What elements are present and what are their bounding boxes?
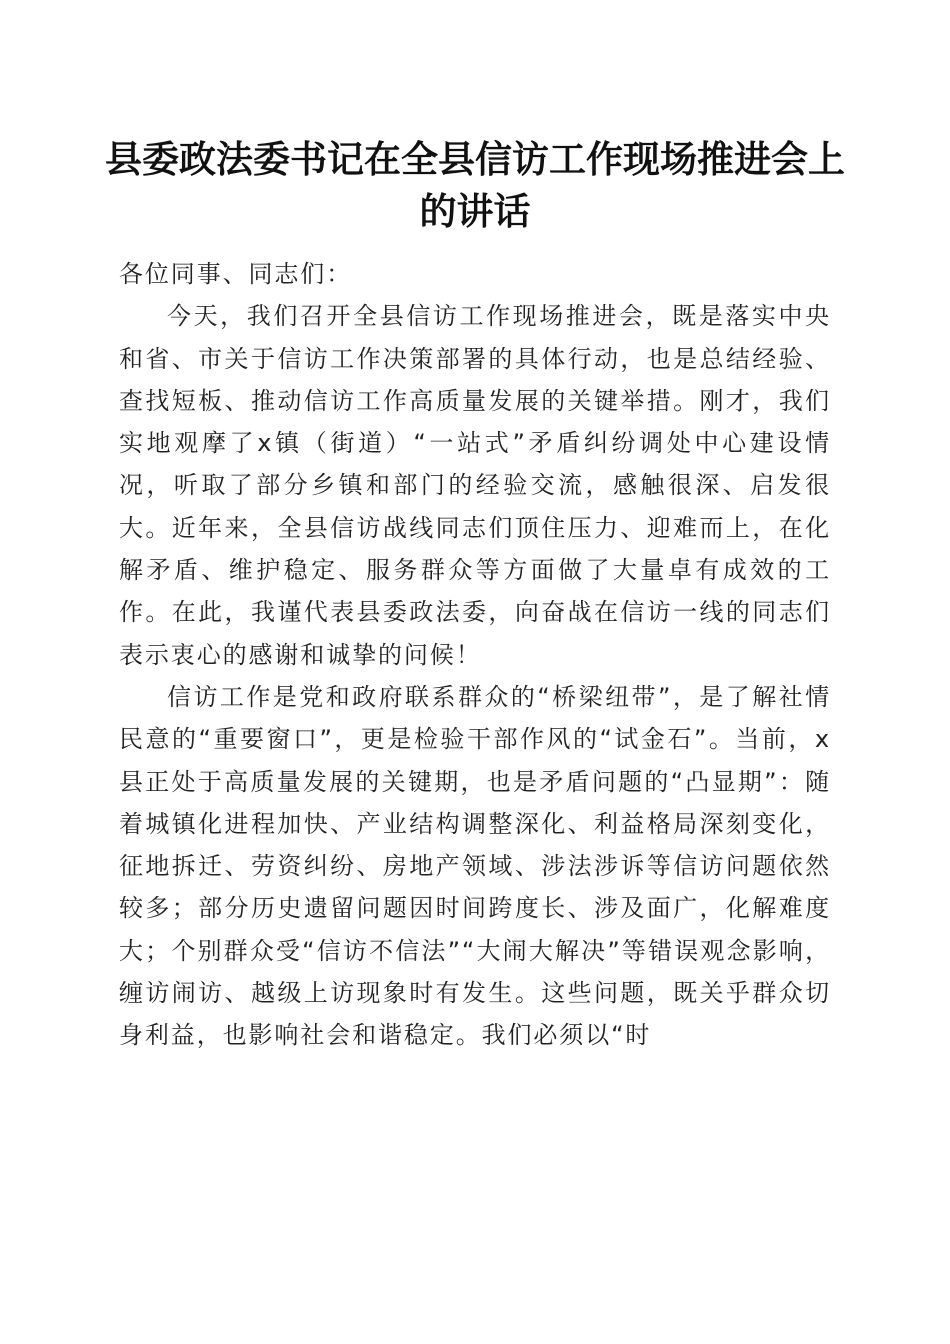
salutation: 各位同事、同志们： xyxy=(119,260,353,288)
document-body xyxy=(119,253,831,1057)
paragraph-situation: 信访工作是党和政府联系群众的“桥梁纽带”，是了解社情民意的“重要窗口”，更是检验干部作风的“试金石”。当前，x县正处于高质量发展的关键期，也是矛盾问题的“凸显期”：随着城镇化进程加快、产业结构调整深化、利益格局深刻变化，征地拆迁、劳资纠纷、房地产领域、涉法涉诉等信访问题依然较多；部分历史遗留问题因时间跨度长、涉及面广，化解难度大；个别群众受“信访不信法”“大闹大解决”等错误观念影响，缠访闹访、越级上访现象时有发生。这些问题，既关乎群众切身利益，也影响社会和谐稳定。我们必须以“时 xyxy=(119,682,831,1050)
document-title: 县委政法委书记在全县信访工作现场推进会上的讲话 xyxy=(105,137,845,233)
paragraph-opening: 今天，我们召开全县信访工作现场推进会，既是落实中央和省、市关于信访工作决策部署的具体行动，也是总结经验、查找短板、推动信访工作高质量发展的关键举措。刚才，我们实地观摩了x镇（街道）“一站式”矛盾纠纷调处中心建设情况，听取了部分乡镇和部门的经验交流，感触很深、启发很大。近年来，全县信访战线同志们顶住压力、迎难而上，在化解矛盾、维护稳定、服务群众等方面做了大量卓有成效的工作。在此，我谨代表县委政法委，向奋战在信访一线的同志们表示衷心的感谢和诚挚的问候！ xyxy=(119,302,831,669)
